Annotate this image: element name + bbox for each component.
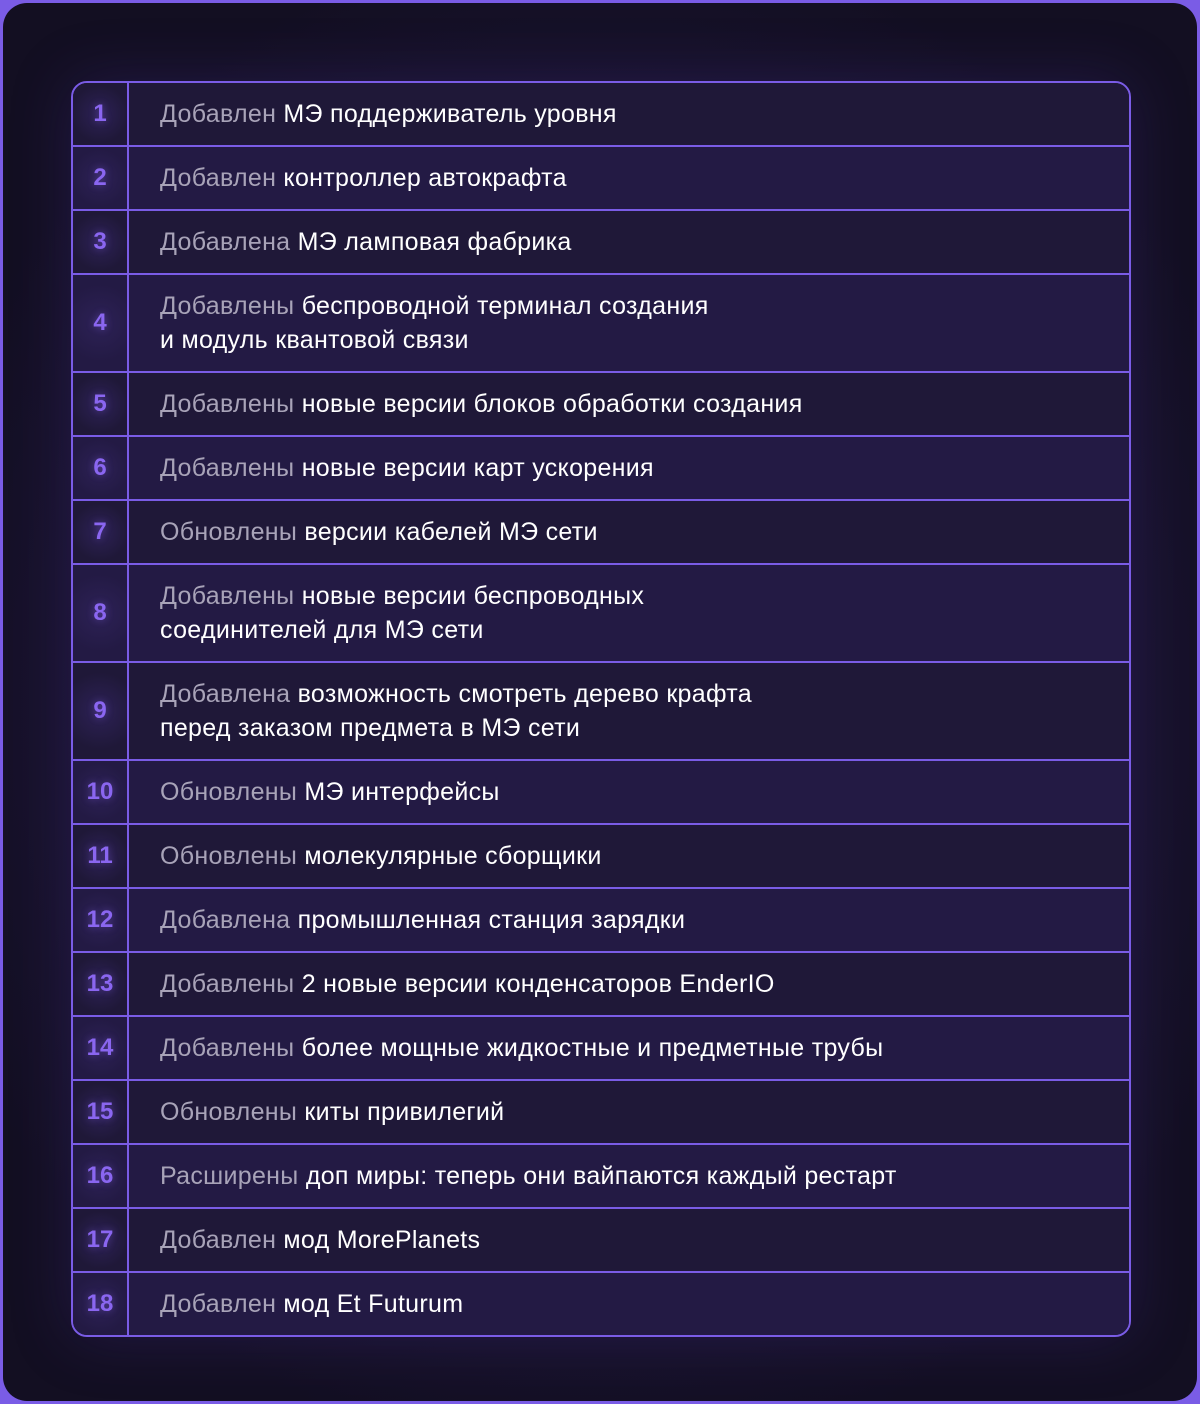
changelog-row (73, 371, 1129, 435)
row-description: МЭ интерфейсы (304, 778, 500, 806)
row-number: 2 (73, 147, 129, 209)
row-text (129, 1145, 1129, 1207)
row-number: 8 (73, 565, 129, 661)
row-line (160, 1095, 1129, 1129)
row-text (129, 889, 1129, 951)
changelog-row (73, 1079, 1129, 1143)
row-number: 13 (73, 953, 129, 1015)
row-text (129, 373, 1129, 435)
row-line (160, 387, 1129, 421)
row-text (129, 953, 1129, 1015)
changelog-row (73, 209, 1129, 273)
row-number: 6 (73, 437, 129, 499)
changelog-row (73, 145, 1129, 209)
row-number: 9 (73, 663, 129, 759)
row-verb: Добавлены (160, 454, 295, 482)
changelog-row (73, 435, 1129, 499)
row-description: новые версии блоков обработки создания (301, 390, 803, 418)
row-line (160, 1223, 1129, 1257)
row-description: новые версии беспроводных (301, 582, 645, 610)
row-description: беспроводной терминал создания (301, 292, 709, 320)
row-verb: Обновлены (160, 1098, 298, 1126)
row-description: доп миры: теперь они вайпаются каждый рестарт (305, 1162, 897, 1190)
changelog-row (73, 273, 1129, 371)
row-description: МЭ ламповая фабрика (297, 228, 572, 256)
row-line (160, 225, 1129, 259)
changelog-row (73, 887, 1129, 951)
changelog-row (73, 1271, 1129, 1335)
row-description: версии кабелей МЭ сети (304, 518, 598, 546)
row-verb: Добавлен (160, 100, 277, 128)
row-description: новые версии карт ускорения (301, 454, 654, 482)
changelog-card (3, 3, 1197, 1401)
row-text (129, 1273, 1129, 1335)
row-verb: Обновлены (160, 518, 298, 546)
changelog-row (73, 823, 1129, 887)
row-verb: Добавлены (160, 292, 295, 320)
row-line (160, 323, 1129, 357)
row-number: 3 (73, 211, 129, 273)
row-line (160, 903, 1129, 937)
row-verb: Добавлен (160, 164, 277, 192)
row-number: 1 (73, 83, 129, 145)
row-text (129, 211, 1129, 273)
row-number: 7 (73, 501, 129, 563)
row-verb: Добавлены (160, 582, 295, 610)
row-number: 11 (73, 825, 129, 887)
row-description: 2 новые версии конденсаторов EnderIO (301, 970, 775, 998)
changelog-row (73, 1207, 1129, 1271)
row-line (160, 839, 1129, 873)
row-text (129, 1209, 1129, 1271)
row-line (160, 289, 1129, 323)
row-verb: Добавлены (160, 390, 295, 418)
row-line (160, 579, 1129, 613)
row-description: соединителей для МЭ сети (160, 616, 484, 644)
row-line (160, 1031, 1129, 1065)
row-description: промышленная станция зарядки (297, 906, 686, 934)
row-line (160, 1159, 1129, 1193)
row-text (129, 437, 1129, 499)
changelog-row (73, 661, 1129, 759)
row-description: мод MorePlanets (283, 1226, 481, 1254)
row-text (129, 275, 1129, 371)
row-line (160, 613, 1129, 647)
row-line (160, 775, 1129, 809)
row-verb: Добавлены (160, 970, 295, 998)
row-description: МЭ поддерживатель уровня (283, 100, 617, 128)
row-text (129, 147, 1129, 209)
row-text (129, 663, 1129, 759)
row-line (160, 967, 1129, 1001)
row-description: мод Et Futurum (283, 1290, 464, 1318)
row-verb: Добавлен (160, 1290, 277, 1318)
row-text (129, 565, 1129, 661)
row-text (129, 1081, 1129, 1143)
row-verb: Обновлены (160, 778, 298, 806)
changelog-table (71, 81, 1131, 1337)
row-description: и модуль квантовой связи (160, 326, 469, 354)
row-verb: Добавлена (160, 680, 291, 708)
row-line (160, 711, 1129, 745)
row-verb: Добавлены (160, 1034, 295, 1062)
row-text (129, 501, 1129, 563)
changelog-row (73, 1143, 1129, 1207)
row-number: 15 (73, 1081, 129, 1143)
row-number: 5 (73, 373, 129, 435)
row-line (160, 161, 1129, 195)
row-number: 12 (73, 889, 129, 951)
row-line (160, 677, 1129, 711)
row-number: 10 (73, 761, 129, 823)
row-description: возможность смотреть дерево крафта (297, 680, 752, 708)
row-line (160, 1287, 1129, 1321)
changelog-row (73, 759, 1129, 823)
changelog-row (73, 83, 1129, 145)
row-number: 18 (73, 1273, 129, 1335)
row-verb: Расширены (160, 1162, 299, 1190)
changelog-row (73, 499, 1129, 563)
changelog-row (73, 1015, 1129, 1079)
row-line (160, 451, 1129, 485)
row-text (129, 825, 1129, 887)
row-verb: Добавлена (160, 228, 291, 256)
row-text (129, 83, 1129, 145)
row-number: 17 (73, 1209, 129, 1271)
changelog-row (73, 951, 1129, 1015)
row-description: контроллер автокрафта (283, 164, 567, 192)
changelog-row (73, 563, 1129, 661)
row-text (129, 761, 1129, 823)
row-description: перед заказом предмета в МЭ сети (160, 714, 581, 742)
row-verb: Обновлены (160, 842, 298, 870)
row-number: 16 (73, 1145, 129, 1207)
row-description: киты привилегий (304, 1098, 505, 1126)
row-description: более мощные жидкостные и предметные трубы (301, 1034, 884, 1062)
row-number: 4 (73, 275, 129, 371)
row-number: 14 (73, 1017, 129, 1079)
row-verb: Добавлена (160, 906, 291, 934)
row-text (129, 1017, 1129, 1079)
row-description: молекулярные сборщики (304, 842, 602, 870)
row-line (160, 515, 1129, 549)
row-line (160, 97, 1129, 131)
row-verb: Добавлен (160, 1226, 277, 1254)
